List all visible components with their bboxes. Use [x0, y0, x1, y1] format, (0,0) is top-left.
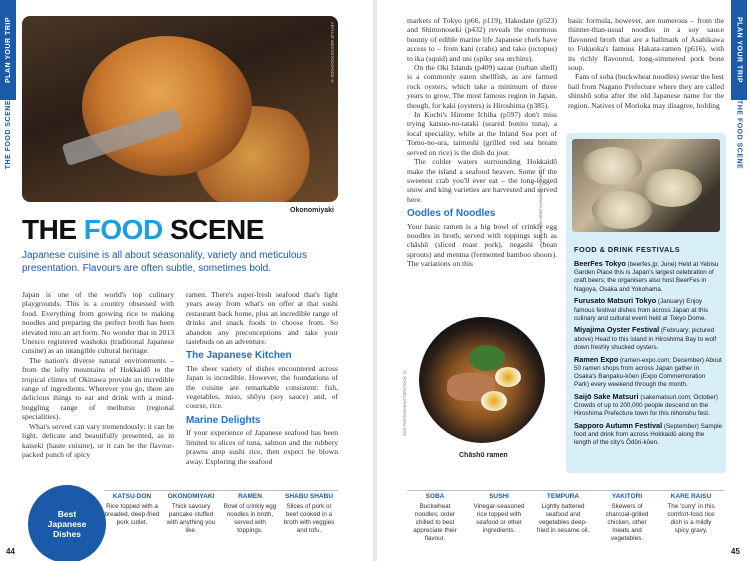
page-title [22, 214, 264, 246]
side-tab-plan-your-trip: PLAN YOUR TRIP [735, 17, 743, 83]
oyster-photo [572, 139, 720, 232]
paragraph: What's served can vary tremendously: it can be light, delicate and beautifully presented, as in kaiseki (haute cuisine), or it can be the flavour-packed punch of spicy [22, 421, 174, 459]
divider [104, 490, 338, 491]
best-dishes-badge: Best Japanese Dishes [28, 485, 106, 561]
dish-katsu-don [104, 493, 160, 527]
dish-name: KATSU-DON [112, 493, 152, 500]
paragraph: Your basic ramen is a big bowl of crinkly egg noodles in broth, served with toppings such as chāshū (sliced roast pork), negashi (bean sprouts) and menma (fermented bamboo shoots). The variations on this [407, 221, 557, 269]
dish-desc: Vinegar-seasoned rice topped with seafood or other ingredients. [473, 503, 525, 534]
photo-credit: SOS PHOTOS/SHUTTERSTOCK © [402, 370, 407, 437]
festivals-sidebar [566, 133, 726, 473]
festival-item: BeerFes Tokyo (beerfes.jp; June) Held at Yebisu Garden Place this is Japan's largest celebration of craft beers; the organisers also host BeerFes in Nagoya, Osaka and Yokohama. [574, 259, 719, 293]
dish-name: TEMPURA [546, 493, 580, 500]
dish-desc: Skewers of charcoal-grilled chicken, other meats and vegetables. [605, 503, 649, 542]
photo-credit: MASAHIRO HIRATSUKA/GETTY IMAGES © [538, 160, 543, 243]
festival-item: Miyajima Oyster Festival (February; pictured above) Head to this island in Hiroshima Bay to wolf down freshly shucked oysters. [574, 325, 717, 351]
dish-name: OKONOMIYAKI [167, 493, 215, 500]
paragraph: Fans of soba (buckwheat noodles) swear the best hail from Nagano Prefecture where they are called shinshū soba after the old Japanese name for the region. Natives of Morioka may disagree, holding [568, 72, 724, 110]
right-col-2 [568, 16, 724, 110]
paragraph: markets of Tokyo (p66, p119), Hakodate (p523) and Shimonoseki (p432) reveals the enormous bounty of edible marine life Japanese chefs have access to – from kani (crabs) and tako (octopus) to ika (squid) and uni (spiky sea urchins). [407, 16, 557, 63]
side-tab-food-scene: THE FOOD SCENE [735, 100, 743, 170]
dish-sushi [471, 493, 527, 535]
festival-item: Furusato Matsuri Tokyo (January) Enjoy famous festival dishes from across Japan at this culinary and cultural event held at Tokyo Dome. [574, 296, 709, 322]
paragraph: On the Oki Islands (p409) sazae (turban shell) is a commonly eaten shellfish, as are farmed rock oysters, which take a minimum of three years to grow. The most famous region in Japan, though, for kaki (oysters) is Hiroshima (p385). [407, 63, 557, 110]
dish-desc: Bowl of crinkly egg noodles in broth, served with toppings. [223, 503, 277, 534]
dish-desc: The 'curry' in this comfort-food rice dish is a mildly spicy gravy. [667, 503, 715, 534]
festival-item: Saijō Sake Matsuri (sakematsuri.com; October) Crowds of up to 200,000 people descend on the Hiroshima Prefecture town for this nihonshu fest. [574, 391, 718, 418]
divider [407, 490, 724, 491]
paragraph: The colder waters surrounding Hokkaidō make the island a seafood heaven. Some of the sweetest crab you'll ever eat – the long-legged snow and king varieties are harvested and served here. [407, 157, 557, 204]
dish-name: YAKITORI [611, 493, 643, 500]
right-col-1 [407, 16, 557, 269]
paragraph: The nation's diverse natural environments – from the lofty mountains of Hokkaidō to the tropical climes of Okinawa provide an incredible range of ingredients. Wherever you go, there are delicious things to eat and drink with a mind-boggling range of meibutsu (regional specialities). [22, 355, 174, 422]
dish-desc: Thick savoury pancake stuffed with anything you like. [166, 503, 216, 534]
subhead-marine-delights: Marine Delights [186, 414, 261, 426]
dish-desc: Lightly battered seafood and vegetables deep-fried in sesame oil. [536, 503, 590, 534]
okonomiyaki-photo [22, 16, 338, 202]
festival-item: Sapporo Autumn Festival (September) Sample food and drink from across Hokkaidō along the length of the city's Ōdōri-kōen. [574, 420, 722, 447]
dish-shabu-shabu [281, 493, 337, 535]
page-number-left: 44 [6, 547, 15, 556]
left-page [0, 0, 373, 561]
side-tab-food-scene: THE FOOD SCENE [4, 100, 12, 170]
dish-tempura [535, 493, 591, 535]
title-word-scene: SCENE [169, 214, 264, 245]
dish-desc: Slices of pork or beef cooked in a broth with veggies and tofu. [283, 503, 335, 534]
title-word-the: THE [22, 214, 77, 245]
left-side-tab [0, 0, 16, 170]
photo-credit: ARTHUR WEST/STOCKFOOD © [330, 22, 335, 84]
chashu-ramen-photo [419, 317, 545, 443]
festivals-list [574, 260, 722, 451]
left-col-1 [22, 290, 174, 459]
dish-name: RAMEN [238, 493, 262, 500]
festivals-heading: FOOD & DRINK FESTIVALS [574, 245, 681, 254]
side-tab-plan-your-trip: PLAN YOUR TRIP [4, 17, 12, 83]
dish-desc: Buckwheat noodles; order chilled to best appreciate their flavour. [413, 503, 457, 542]
paragraph: In Kochi's Hirome Ichiba (p597) don't miss trying katsuo-no-tataki (seared bonito tuna), a local speciality, while at the Inland Sea port of Tomo-no-ura, taimeshi (grilled red sea bream served on rice) is the dish du jour. [407, 110, 557, 157]
dish-name: KARE RAISU [670, 493, 712, 500]
paragraph: If your experience of Japanese seafood has been limited to slices of tuna, salmon and the rubbery prawns atop sushi rice, then expect be blown away. Exploring the seafood [186, 428, 338, 466]
dish-name: SUSHI [489, 493, 509, 500]
right-side-tab [731, 0, 747, 170]
paragraph: basic formula, however, are numerous – from the thinner-than-usual noodles in a soy sauce flavoured broth that are a hallmark of Asahikawa to Fukuoka's famous Hakata-ramen (p616), with its richly flavoured, long-simmered pork bone soup. [568, 16, 724, 73]
dish-ramen [222, 493, 278, 535]
dish-kare-raisu [663, 493, 719, 535]
photo-caption: Okonomiyaki [290, 207, 334, 214]
photo-caption: Chāshū ramen [459, 452, 508, 459]
subhead-japanese-kitchen: The Japanese Kitchen [186, 350, 292, 362]
dish-desc: Rice topped with a breaded, deep-fried pork cutlet. [104, 503, 160, 526]
left-col-2 [186, 290, 338, 466]
dish-yakitori [599, 493, 655, 543]
subhead-oodles-of-noodles: Oodles of Noodles [407, 208, 496, 220]
paragraph: The sheer variety of dishes encountered across Japan is incredible. However, the foundations of the cuisine are remarkable consistent: fish, vegetables, miso, shōyu (soy sauce) and, of course, rice. [186, 363, 338, 411]
title-word-food: FOOD [83, 214, 163, 245]
paragraph: ramen. There's super-fresh seafood that's light years away from what's on offer at that sushi restaurant back home, plus an incredible range of drinks and snack foods to choose from. So abandon any preconceptions and take your tastebuds on an adventure. [186, 290, 338, 347]
dish-name: SHABU SHABU [284, 493, 334, 500]
page-number-right: 45 [731, 547, 740, 556]
dish-okonomiyaki [163, 493, 219, 535]
intro-text: Japanese cuisine is all about seasonality, variety and meticulous presentation. Flavours are often subtle, sometimes bold. [22, 250, 307, 274]
paragraph: Japan is one of the world's top culinary playgrounds. This is a country obsessed with food. Everything from growing rice to making noodles and preparing the perfect broth has been elevated into an art form. No wonder that in 2013 Unesco registered washoku (traditional Japanese cuisine) as an intangible cultural heritage. [22, 290, 174, 356]
dish-soba [407, 493, 463, 543]
dish-name: SOBA [425, 493, 445, 500]
festival-item: Ramen Expo (ramen-expo.com; December) About 50 ramen shops from across Japan gather in Osaka's Banpaku-kōen (Expo Commemoration Park) every weekend through the month. [574, 354, 722, 389]
